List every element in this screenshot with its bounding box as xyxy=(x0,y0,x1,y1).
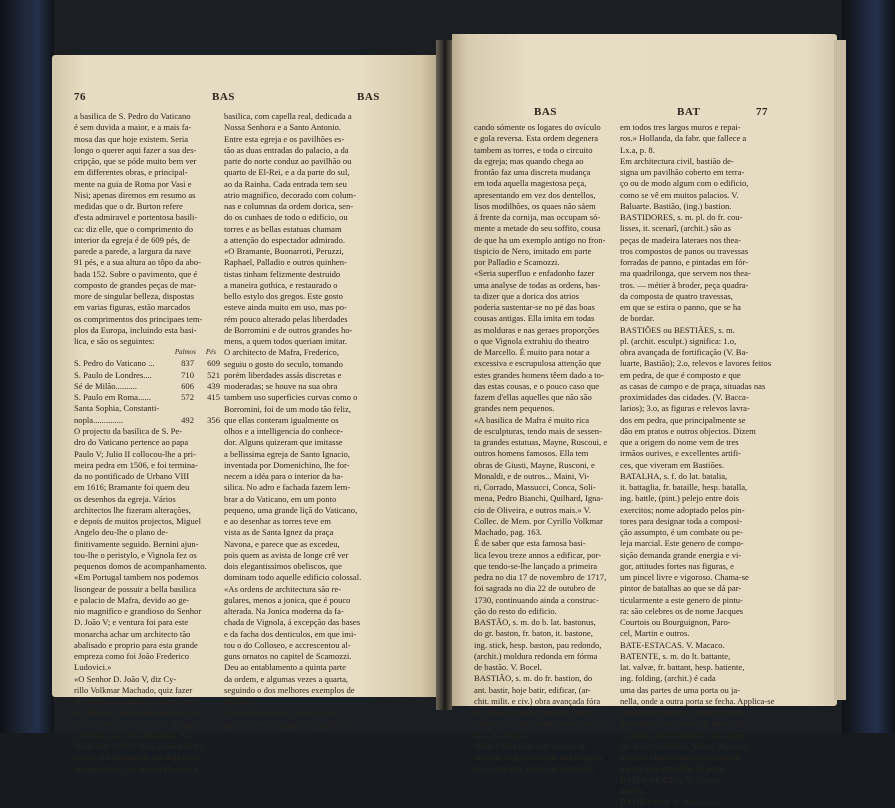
text-line: tensão, e é flanqueada por dois sober- xyxy=(74,752,204,763)
text-line: cripção, que se póde muito bem ver xyxy=(74,156,197,166)
text-line: longo o querer aqui fazer a sua des- xyxy=(74,144,197,155)
text-line: exercitos; nome adoptado pelos pin- xyxy=(620,504,745,515)
text-line: de que ha um exemplo antigo no fron- xyxy=(474,234,606,245)
table-cell-pes xyxy=(194,403,220,414)
text-line: seguindo o dos melhores exemplos de xyxy=(224,684,355,695)
text-line: O architecto de Mafra, Frederico, xyxy=(224,347,340,358)
text-line: ros.» Hollanda, da fabr. que fallece a xyxy=(620,133,747,144)
text-line: ri, Corrado, Massucci, Conca, Soli- xyxy=(474,482,596,492)
text-line: tão as duas entradas do palacio, a da xyxy=(224,144,349,155)
text-line: «O Senhor D. João V, diz Cy- xyxy=(74,673,177,684)
text-line: «A basilica de Mafra é muito rica xyxy=(474,414,590,425)
text-line: BATENTE, s. m. do lt. battante, xyxy=(620,650,731,661)
text-line: forradas de panno, e pintadas em fór- xyxy=(620,257,748,267)
text-line: da composta de quatro travessas, xyxy=(620,290,733,301)
page-number: 76 xyxy=(74,91,86,103)
text-line: Nisi; apenas diremos em resumo as xyxy=(74,189,196,200)
text-line: lica, e são os seguintes: xyxy=(74,336,155,346)
text-line: É de saber que esta famosa basi- xyxy=(474,538,586,549)
text-line: chada de Vignola, á excepção das bases xyxy=(224,617,361,628)
text-line: signa um pavilhão coberto em terra- xyxy=(620,167,745,177)
text-line: bos pavilhões. No meio d'ella está a xyxy=(74,763,198,774)
text-line: «Em Portugal tambem nos podemos xyxy=(74,572,199,583)
text-line: tambem de tijolo cozido mui compos- xyxy=(474,752,605,762)
text-line: peças de madeira lateraes nos thea- xyxy=(620,234,741,245)
text-line: bello estylo dos gregos. Este gosto xyxy=(224,291,343,301)
text-line: ço ou de modo algum com o edificio, xyxy=(620,178,749,189)
text-line: em 1616; Bramante foi quem deu xyxy=(74,482,190,493)
text-line: moderadas; se houve na sua obra xyxy=(224,381,338,391)
text-line: cando sómente os logares do ovículo xyxy=(474,122,601,132)
text-line: e gola reversa. Esta ordem degenera xyxy=(474,133,599,144)
text-line: do gr. baston, fr. baton, it. bastone, xyxy=(474,628,593,639)
text-line: nio magnifico e grandioso do Senhor xyxy=(74,606,202,616)
text-line: do corpo da praça com dois fancos, xyxy=(474,707,596,717)
text-line: Entre esta egreja e os pavilhões es- xyxy=(224,133,345,144)
text-line: olhos e a intelligencia do conhece- xyxy=(224,426,344,436)
text-line: ing. folding, (archit.) é cada xyxy=(620,673,716,684)
text-line: seguiu o gosto do seculo, tomando xyxy=(224,358,343,369)
text-line: lat. valvæ, fr. battant, hesp. batiente, xyxy=(620,662,745,672)
text-line: que tendo-se-lhe lançado a primeira xyxy=(474,560,598,571)
text-line: ant. bastir, hoje batir, edificar, (ar- xyxy=(474,684,591,695)
text-line: ing. stick, hesp. baston, pau redondo, xyxy=(474,639,602,650)
text-line: de Borromini e de outros grandes ho- xyxy=(224,324,353,335)
text-line: alterada. Na Jonica moderna da fa- xyxy=(224,606,344,616)
text-line: Paulo V; Julio II collocou-lhe a pri- xyxy=(74,448,196,459)
text-line: irmãos ourives, e excellentes artifi- xyxy=(620,448,741,459)
text-line: á parte pelo pranchão da porta. xyxy=(620,763,726,774)
text-column xyxy=(74,111,218,347)
text-line: dois elegantissimos obeliscos, que xyxy=(224,561,342,571)
text-line: dro do Vaticano pertence ao papa xyxy=(74,437,189,448)
table-cell-palmos: 837 xyxy=(181,358,194,369)
table-cell-pes: 439 xyxy=(207,380,220,391)
text-line: em todos tres largos muros e repai- xyxy=(620,122,741,132)
text-line: quarto de El-Rei, e a da parte do sul, xyxy=(224,167,350,178)
text-line: e da facha dos denticulos, em que imi- xyxy=(224,628,357,639)
text-line: tambem uso superficies curvas como o xyxy=(224,392,358,403)
text-line: montantes, que servem de guarnição xyxy=(620,718,746,729)
page-edges xyxy=(834,40,846,700)
text-line: dão em pratos e outros objectos. Dizem xyxy=(620,425,756,436)
text-line: rém pouco alterado pelas liberdades xyxy=(224,313,348,324)
book-cover-right xyxy=(842,0,895,733)
text-line: Monaldi, e de outros... Maini, Vi- xyxy=(474,470,590,481)
table-cell-palmos: 710 xyxy=(181,369,194,380)
text-line: architectos lhe fizeram alterações, xyxy=(74,504,191,515)
text-line: porém liberdades assás discretas e xyxy=(224,369,342,380)
text-line: tou-lhe o peristylo, e Vignola fez os xyxy=(74,549,197,560)
text-line: apresentando em vez dos dentellos, xyxy=(474,189,596,200)
text-line: empreza como foi João Frederico xyxy=(74,651,190,661)
text-line: bada 152. Sobre o pavimento, que é xyxy=(74,268,198,279)
text-line: chada tem 1:000 e mais palmos de ex- xyxy=(74,741,206,751)
text-line: BATIBANDA. V. Platibanda. xyxy=(620,797,722,807)
text-line: composto de grandes peças de mar- xyxy=(74,279,197,290)
text-line: de bastão. V. Bocel. xyxy=(474,662,542,672)
text-line: dor. Alguns quizeram que imitasse xyxy=(224,437,343,448)
table-header-palmos: Palmos xyxy=(174,348,196,356)
text-line: Navona, e parece que as excedeu, xyxy=(224,538,340,549)
text-line: Borromini, foi de um modo tão feliz, xyxy=(224,403,351,414)
text-line: obras de Giusti, Mayne, Rusconi, e xyxy=(474,459,595,470)
text-line: Ludovici.» xyxy=(74,662,112,673)
text-line: uma analyse de todas as ordens, bas- xyxy=(474,279,601,290)
table-cell-pes: 609 xyxy=(207,358,220,369)
text-line: larios); 3.o, as figuras e relevos lavra- xyxy=(620,403,750,414)
text-line: lat. scapi cardinales, Vitruv. Algumas xyxy=(620,740,748,751)
text-line: Lx.a, p. 8. xyxy=(620,144,655,155)
text-line: parte do norte conduz ao pavilhão ou xyxy=(224,156,352,166)
text-line: moeda. xyxy=(620,785,646,796)
text-line: Palladio. xyxy=(224,696,255,706)
text-line: em differentes obras, e principal- xyxy=(74,167,188,178)
text-line: torres e as bellas estatuas chamam xyxy=(224,223,342,234)
text-line: it. battaglia, fr. bataille, hesp. batalla, xyxy=(620,482,748,492)
text-line: Angelo deu-lhe o plano de- xyxy=(74,527,169,538)
text-line: pl. (archit. esculpt.) significa: 1.o, xyxy=(620,335,737,346)
text-line: leja marcial. Este genero de compo- xyxy=(620,538,744,549)
text-line: ces, que viveram em Bastiões. xyxy=(620,459,725,470)
text-line: pequenos domos de acompanhamento. xyxy=(74,561,207,571)
text-line: ticularmente a este genero de pintu- xyxy=(620,594,743,605)
text-line: gor, attitudes fortes nas figuras, e xyxy=(620,560,734,571)
text-line: necem a idéa para o interior da ba- xyxy=(224,471,344,481)
text-line: O projecto da basilica de S. Pe- xyxy=(74,426,183,436)
text-line: rillo Volkmar Machado, quiz fazer xyxy=(74,684,193,695)
text-line: plos da Europa, incluindo esta basi- xyxy=(74,324,197,335)
text-line: foi sagrada no dia 22 de outubro de xyxy=(474,583,596,594)
text-line: em varias figuras, estão marcados xyxy=(74,302,191,313)
text-line: poderia sustentar-se no pé das boas xyxy=(474,302,595,312)
text-line: lica levou treze annos a edificar, por- xyxy=(474,549,602,560)
text-line: ao da Rainha. Cada entrada tem seu xyxy=(224,178,347,189)
text-line: ing. battle, (pint.) pelejo entre dois xyxy=(620,493,739,504)
text-line: os comprimentos dos principaes tem- xyxy=(74,313,203,324)
text-line: finitivamente seguido. Bernini ajun- xyxy=(74,538,199,549)
text-line: dos em pedra, que principalmente se xyxy=(620,414,746,425)
text-line: a maneira gothica, e restaurado o xyxy=(224,279,338,290)
text-line: e depois de muitos projectos, Miguel xyxy=(74,516,201,526)
text-line: Deu ao entablamento a quinta parte xyxy=(224,662,346,673)
text-line: tispicio de Nero, imitado em parte xyxy=(474,245,592,256)
table-cell-pes: 356 xyxy=(207,414,220,425)
text-line: a attenção do espectador admirado. xyxy=(224,234,345,245)
table-cell-temple: S. Paulo de Londres.... xyxy=(74,369,152,380)
text-line: nas e columnas da ordem dorica, sen- xyxy=(224,201,354,211)
text-line: tros compostos de panos ou travessas xyxy=(620,245,749,256)
text-line: os desenhos da egreja. Vários xyxy=(74,493,176,504)
text-line: tros. — métier à broder, peça quadra- xyxy=(620,279,749,290)
text-line: de Marcello. É muito para notar a xyxy=(474,347,590,357)
table-row xyxy=(74,392,220,403)
text-line: em pedra, de que é composto e que xyxy=(620,369,741,380)
text-line: tambem ás barras ou cintas de ferro xyxy=(620,707,743,717)
text-line: a basilica de S. Pedro do Vaticano xyxy=(74,111,191,121)
page-number: 77 xyxy=(756,106,768,118)
text-line: cel, Martin e outros. xyxy=(620,628,690,639)
text-column xyxy=(224,111,374,729)
text-line: em que se estira o panno, que se ha xyxy=(620,302,741,312)
text-line: e palacio de Mafra, devido ao ge- xyxy=(74,594,190,605)
table-cell-temple: S. Pedro do Vaticano ... xyxy=(74,358,155,369)
text-line: (archit.) moldura redonda em fórma xyxy=(474,650,598,661)
text-line: 91 pés, e a sua altura ao tôpo da abo- xyxy=(74,257,201,268)
running-head: BAS xyxy=(212,91,235,103)
text-line: excessiva e escrupulosa attenção que xyxy=(474,358,601,369)
text-line: mena, Pedro Bianchi, Quilhard, Igna- xyxy=(474,493,604,504)
text-line: ra: são celebres os de nome Jacques xyxy=(620,605,744,616)
text-line: brar a do Vaticano, em um ponto xyxy=(224,493,337,504)
text-line: a bellissima egreja de Santo Ignacio, xyxy=(224,448,350,459)
text-line: mente a metade do seu soffito, cousa xyxy=(474,223,601,234)
text-line: ca: diz elle, que o comprimento do xyxy=(74,223,194,234)
text-line: «O Bramante, Buonarroti, Peruzzi, xyxy=(224,246,344,256)
text-line: as casas de campo e de praça, situadas nas xyxy=(620,380,766,391)
text-line: atrio magnifico, decorado com colum- xyxy=(224,189,356,200)
text-line: mente na guia de Roma por Vasi e xyxy=(74,178,192,189)
text-line: dominam todo aquelle edificio colossal. xyxy=(224,572,362,583)
text-line: proximidades das cidades. (V. Bacca- xyxy=(620,392,749,402)
text-line: more de singular belleza, dispostas xyxy=(74,291,195,301)
text-line: ta grandes estatuas, Mayne, Ruscoui, e xyxy=(474,437,608,447)
text-line: Em architectura civil, bastião de- xyxy=(620,155,734,166)
text-line: pintor de batalhas ao que se dá par- xyxy=(620,583,742,594)
text-line: abalisado e proprio para esta grande xyxy=(74,639,198,650)
text-line: Nossa Senhora e a Santo Antonio. xyxy=(224,122,341,133)
text-line: «Mas é todo feito este bastião de xyxy=(474,740,587,751)
text-line: grandes nem pequenos. xyxy=(474,403,555,414)
text-line: posita, tambem seguiu o Vignola, tro- xyxy=(224,718,354,729)
text-line: á frente da cornija, mas occupam só- xyxy=(474,212,601,222)
text-line: como se vê em muitos palacios. V. xyxy=(620,189,739,200)
text-line: lisses, it. scenarî, (archit.) são as xyxy=(620,223,731,234)
text-line: Machado, pag. 163. xyxy=(474,527,543,537)
table-cell-temple: S. Paulo em Roma...... xyxy=(74,392,151,402)
text-line: e ao desenhar as torres teve em xyxy=(224,516,331,526)
text-line: ção do resto do edificio. xyxy=(474,605,557,616)
text-line: «As ordens de architectura são re- xyxy=(224,583,342,594)
text-line: fazem d'ellas aquelles que não são xyxy=(474,392,592,402)
text-line: esteve ainda muito em uso, mas po- xyxy=(224,302,347,313)
text-line: das estas cousas, e o pouco caso que xyxy=(474,380,600,391)
text-line: cio de Oliveira, e outros mais.» V. xyxy=(474,504,591,515)
table-row xyxy=(74,381,220,392)
text-line: as portas com fechaduras, nos quaes xyxy=(620,729,745,740)
text-line: dos, ás cortinas. xyxy=(474,729,529,740)
text-line: medidas que o dr. Burton refere xyxy=(74,201,183,211)
left-page xyxy=(52,55,436,774)
text-line: ma quadrilonga, que servem nos thea- xyxy=(620,268,751,279)
text-line: 1730, continuando ainda a construc- xyxy=(474,594,599,605)
text-line: monarcha achar um architecto tão xyxy=(74,628,191,639)
text-line: do os cunhaes de todo o edificio, ou xyxy=(224,212,348,223)
text-line: uma das partes de uma porta ou ja- xyxy=(620,684,741,695)
text-line: d'esta admiravel e portentosa basili- xyxy=(74,212,198,223)
table-cell-palmos: 572 xyxy=(181,392,194,402)
text-line: frontão faz uma discreta mudança xyxy=(474,167,591,177)
table-body xyxy=(74,358,220,426)
text-line: pedra no dia 17 de novembro de 1717, xyxy=(474,572,607,582)
text-line: outros homens famosos. Ella tem xyxy=(474,448,589,459)
text-line: as molduras e nas geraes proporções xyxy=(474,324,600,335)
text-line: inventada por Domenichino, lhe for- xyxy=(224,459,350,470)
table-cell-palmos: 606 xyxy=(181,380,194,391)
text-line: BATE-ESTACAS. V. Macaco. xyxy=(620,639,725,650)
text-line: nella, onde a outra porta se fecha. Applica-se xyxy=(620,695,775,706)
text-line: gulares, menos a jonica, que é pouco xyxy=(224,594,351,605)
text-line: voto o sumptuoso palacio, collegio e xyxy=(74,718,201,729)
text-line: tores para designar toda a composi- xyxy=(620,515,742,526)
table-cell-pes: 415 xyxy=(207,392,220,402)
text-line: «Seria superfluo e enfadonho fazer xyxy=(474,268,595,279)
text-line: ção assumpto, é um combate ou pe- xyxy=(620,527,743,537)
text-line: luarte, Bastião); 2.o, relevos e lavores feitos xyxy=(620,358,772,369)
book-gutter xyxy=(436,40,452,710)
text-line: BASTIDORES, s. m. pl. do fr. cou- xyxy=(620,212,743,222)
text-line: interior da egreja é de 609 pés, de xyxy=(74,234,190,245)
text-line: mosa das que hoje existem. Seria xyxy=(74,133,189,144)
text-line: que ellas conteram igualmente os xyxy=(224,414,339,425)
table-row xyxy=(74,370,220,381)
text-line: ta dizer que a dorica dos atrios xyxy=(474,290,579,301)
text-line: em toda aquella magestosa peça, xyxy=(474,178,587,189)
text-line: um pincel livre e vigoroso. Chama-se xyxy=(620,572,749,582)
text-line: Collec. de Mem. por Cyrillo Volkmar xyxy=(474,515,603,526)
running-head: BAS xyxy=(534,106,557,118)
table-cell-temple: Santa Sophia, Constanti- xyxy=(74,403,160,414)
text-line: tou o do Colloseo, e accrescentou al- xyxy=(224,639,351,650)
text-line: é sem duvida a maior, e a mais fa- xyxy=(74,122,192,133)
text-line: pois quem as avista de longe crê ver xyxy=(224,549,349,560)
text-column xyxy=(620,122,775,807)
text-line: basilica, com capella real, dedicada a xyxy=(224,111,352,121)
table-cell-pes: 521 xyxy=(207,369,220,380)
table-cell-temple: nopla.............. xyxy=(74,414,124,425)
text-line: de esculpturas, tendo mais de sessen- xyxy=(474,425,602,436)
text-line: tistas tinham felizmente destruido xyxy=(224,268,341,279)
text-line: tambem as torres, e toda o circuito xyxy=(474,144,593,155)
text-line: hor Escurial, edificando tambem por xyxy=(74,707,200,718)
table-cell-temple: Sé de Milão.......... xyxy=(74,380,138,391)
text-line: estes grandes homens têem dado a to- xyxy=(474,369,604,380)
text-line: chit. milit. e civ.) obra avançada fóra xyxy=(474,695,601,706)
text-line: silica. No adro e fachada fazem lem- xyxy=(224,482,351,493)
text-line: Baluarte. Bastião, (ing.) bastion. xyxy=(620,200,732,211)
table-row xyxy=(74,403,220,414)
temple-length-table xyxy=(74,347,220,426)
running-head: BAS xyxy=(357,91,380,103)
book-cover-left xyxy=(0,0,54,733)
table-cell-palmos: 492 xyxy=(181,414,194,425)
text-line: da no pontificado de Urbano VIII xyxy=(74,471,190,481)
text-line: da egreja; mas quando chega ao xyxy=(474,155,584,166)
table-row xyxy=(74,415,220,426)
text-line: lisos modilhões, os quaes não sáem xyxy=(474,200,596,211)
text-line: da ordem, e algumas vezes a quarta, xyxy=(224,673,349,684)
text-line: BASTIÕES ou BESTIÃES, s. m. xyxy=(620,324,735,335)
text-line: e duas faces, que unidos pelos dois la- xyxy=(474,718,606,729)
running-head: BAT xyxy=(677,106,701,118)
text-line: convento, que alli admirâmos. A fa- xyxy=(74,729,197,740)
text-line: lisongear de possuir a bella basilica xyxy=(74,583,196,594)
text-line: «Na ordem superior, que é a com- xyxy=(224,707,341,718)
text-line: Courtois ou Bourguignon, Paro- xyxy=(620,617,731,627)
text-line: sição demanda grande energia e vi- xyxy=(620,549,742,560)
text-line: de Mafra um segundo, e talvez mel- xyxy=(74,696,198,706)
text-line: meira pedra em 1506, e foi termina- xyxy=(74,459,198,470)
text-line: BATALHA, s. f. do lat. batalia, xyxy=(620,470,728,481)
text-line: por Palladio e Scamozzi. xyxy=(474,257,560,267)
text-line: mens, a quem todos queriam imitar. xyxy=(224,336,347,346)
table-cell-palmos xyxy=(168,403,194,414)
text-line: BATER-MOEDA. V. Cunhar xyxy=(620,774,721,785)
text-line: BASTÃO, s. m. do b. lat. bastonus, xyxy=(474,617,596,627)
text-line: to, e com muy pouca cal composto, xyxy=(474,763,596,774)
text-line: D. João V; e ventura foi para este xyxy=(74,617,189,628)
right-page xyxy=(452,34,837,807)
table-header xyxy=(74,347,220,358)
table-row xyxy=(74,358,220,369)
text-line: BASTIÃO, s. m. do fr. bastion, do xyxy=(474,673,593,684)
text-line: vista as de Santa Ignez da praça xyxy=(224,527,334,538)
text-line: de bordar. xyxy=(620,313,655,324)
text-line: pequeno, uma grande liçã do Vaticano, xyxy=(224,504,358,515)
text-line: o que Vignola extrahiu do theatro xyxy=(474,335,590,346)
text-line: obra avançada de fortificação (V. Ba- xyxy=(620,347,749,357)
text-line: que a origem do nome vem de tres xyxy=(620,437,739,447)
text-column xyxy=(474,122,620,774)
text-line: cousas antigas. Ella imita em todas xyxy=(474,313,595,324)
text-column xyxy=(74,426,218,774)
table-header-pes: Pés xyxy=(205,348,216,356)
text-line: parede a parede, a largura da nave xyxy=(74,246,191,256)
text-line: Raphael, Palladio e outros quinhen- xyxy=(224,257,347,268)
text-line: guns ornatos no capitel de Scamozzi. xyxy=(224,651,352,661)
text-line: vezes se chama também batente só xyxy=(620,752,740,762)
